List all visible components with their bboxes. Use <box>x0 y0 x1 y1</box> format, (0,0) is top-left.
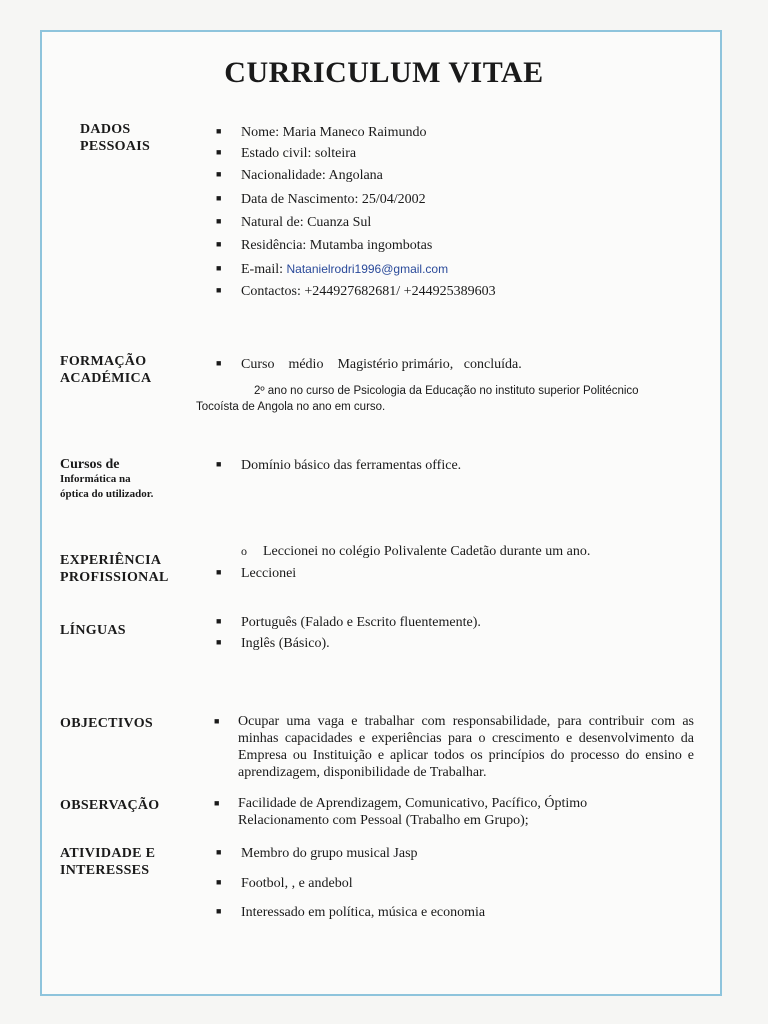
bullet-icon: ■ <box>216 616 222 626</box>
list-item: ■ Curso médio Magistério primário, concluída. <box>216 354 522 374</box>
list-item: ■ Membro do grupo musical Jasp <box>216 843 418 863</box>
circle-bullet-icon: o <box>241 544 247 558</box>
bullet-icon: ■ <box>216 358 222 368</box>
bullet-icon: ■ <box>216 263 222 273</box>
formacao-note-line1: 2º ano no curso de Psicologia da Educação no instituto superior Politécnico <box>254 385 639 397</box>
objectivos-paragraph: ■ Ocupar uma vaga e trabalhar com responsabilidade, para contribuir com as minhas capacidades e experiências para o crescimento e desenvolvimento da Empresa ou Instituição e aplicar todos os princípios do processo do ensino e aprendizagem, disponibilidade de Trabalhar. <box>214 714 694 780</box>
section-label-atividade: ATIVIDADE E INTERESSES <box>60 846 156 878</box>
list-item: ■ Contactos: +244927682681/ +244925389603 <box>216 281 496 301</box>
list-item: ■ Leccionei <box>216 563 296 583</box>
list-item-email: ■ E-mail: Natanielrodri1996@gmail.com <box>216 259 448 279</box>
section-label-experiencia: EXPERIÊNCIA PROFISSIONAL <box>60 553 169 585</box>
list-item: ■ Domínio básico das ferramentas office. <box>216 455 461 475</box>
bullet-icon: ■ <box>216 567 222 577</box>
bullet-icon: ■ <box>216 285 222 295</box>
bullet-icon: ■ <box>214 716 220 726</box>
list-item: o Leccionei no colégio Polivalente Cadetão durante um ano. <box>241 544 591 559</box>
section-label-linguas: LÍNGUAS <box>60 623 126 638</box>
list-item: ■ Residência: Mutamba ingombotas <box>216 235 432 255</box>
bullet-icon: ■ <box>216 216 222 226</box>
section-label-dados-pessoais: DADOS PESSOAIS <box>80 122 151 154</box>
section-label-objectivos: OBJECTIVOS <box>60 716 153 731</box>
list-item: ■ Nome: Maria Maneco Raimundo <box>216 122 426 142</box>
bullet-icon: ■ <box>216 877 222 887</box>
observacao-paragraph: ■ Facilidade de Aprendizagem, Comunicativo, Pacífico, Óptimo Relacionamento com Pessoal (Trabalho em Grupo); <box>214 796 588 828</box>
bullet-icon: ■ <box>216 126 222 136</box>
bullet-icon: ■ <box>214 798 220 808</box>
bullet-icon: ■ <box>216 637 222 647</box>
formacao-note-line2: Tocoísta de Angola no ano em curso. <box>196 401 386 413</box>
section-label-informatica: Cursos de Informática na óptica do utilizador. <box>60 457 154 500</box>
section-label-formacao: FORMAÇÃO ACADÉMICA <box>60 354 152 386</box>
list-item: ■ Português (Falado e Escrito fluentemente). <box>216 612 481 632</box>
list-item: ■ Data de Nascimento: 25/04/2002 <box>216 189 426 209</box>
bullet-icon: ■ <box>216 459 222 469</box>
list-item: ■ Inglês (Básico). <box>216 633 330 653</box>
bullet-icon: ■ <box>216 239 222 249</box>
list-item: ■ Natural de: Cuanza Sul <box>216 212 371 232</box>
list-item: ■ Estado civil: solteira <box>216 143 356 163</box>
page-title: CURRICULUM VITAE <box>224 56 544 89</box>
list-item: ■ Footbol, , e andebol <box>216 873 353 893</box>
bullet-icon: ■ <box>216 147 222 157</box>
list-item: ■ Interessado em política, música e economia <box>216 902 485 922</box>
bullet-icon: ■ <box>216 169 222 179</box>
bullet-icon: ■ <box>216 847 222 857</box>
section-label-observacao: OBSERVAÇÃO <box>60 798 160 813</box>
bullet-icon: ■ <box>216 193 222 203</box>
list-item: ■ Nacionalidade: Angolana <box>216 165 383 185</box>
bullet-icon: ■ <box>216 906 222 916</box>
email-link[interactable]: Natanielrodri1996@gmail.com <box>286 262 449 276</box>
